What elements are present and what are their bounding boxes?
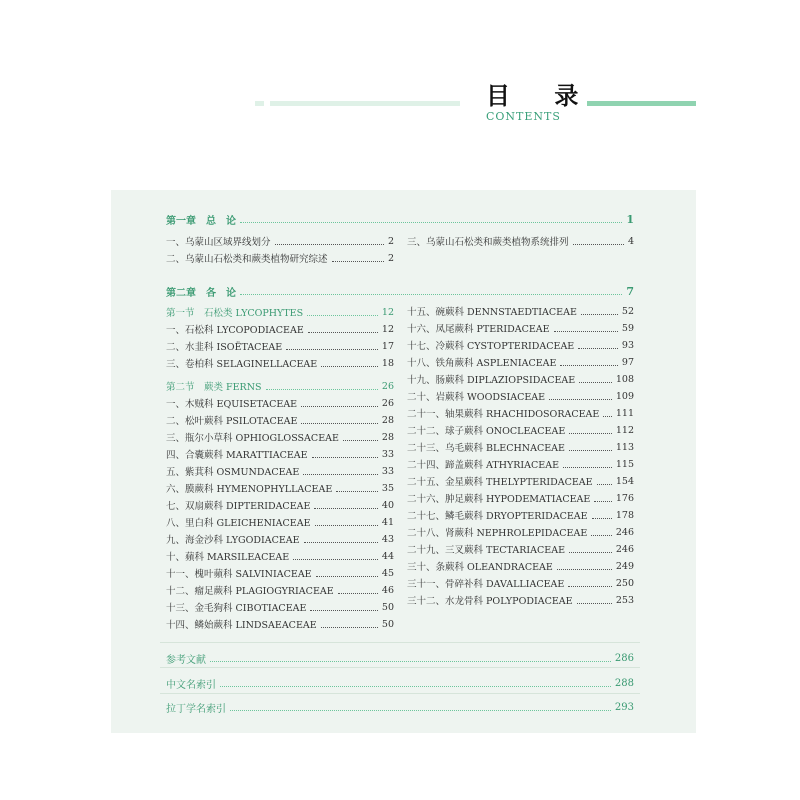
entry-label: 十九、肠蕨科 DIPLAZIOPSIDACEAE bbox=[407, 375, 576, 385]
toc-entry[interactable] bbox=[166, 482, 394, 494]
toc-entry[interactable] bbox=[166, 340, 394, 352]
toc-entry[interactable] bbox=[166, 550, 394, 562]
toc-entry[interactable] bbox=[407, 339, 634, 351]
section-page: 12 bbox=[381, 306, 394, 318]
toc-entry[interactable] bbox=[166, 357, 394, 369]
entry-page: 26 bbox=[381, 397, 394, 409]
toc-entry[interactable] bbox=[166, 414, 394, 426]
leader-dots bbox=[321, 627, 378, 628]
leader-dots bbox=[573, 244, 624, 245]
entry-label: 四、合囊蕨科 MARATTIACEAE bbox=[166, 450, 308, 460]
toc-entry[interactable] bbox=[407, 356, 634, 368]
leader-dots bbox=[315, 525, 378, 526]
toc-entry[interactable] bbox=[166, 397, 394, 409]
entry-page: 253 bbox=[615, 594, 634, 606]
toc-entry[interactable] bbox=[166, 252, 394, 264]
divider bbox=[160, 642, 640, 643]
toc-entry[interactable] bbox=[407, 322, 634, 334]
leader-dots bbox=[316, 576, 378, 577]
entry-label: 一、木贼科 EQUISETACEAE bbox=[166, 399, 298, 409]
toc-entry[interactable] bbox=[407, 509, 634, 521]
entry-page: 17 bbox=[381, 340, 394, 352]
chapter2-heading[interactable] bbox=[166, 284, 634, 298]
entry-page: 246 bbox=[615, 543, 634, 555]
entry-label: 六、膜蕨科 HYMENOPHYLLACEAE bbox=[166, 484, 333, 494]
entry-label: 三十二、水龙骨科 POLYPODIACEAE bbox=[407, 596, 573, 606]
entry-label: 二十三、乌毛蕨科 BLECHNACEAE bbox=[407, 443, 565, 453]
leader-dots bbox=[301, 406, 378, 407]
entry-page: 28 bbox=[381, 414, 394, 426]
toc-entry[interactable] bbox=[166, 431, 394, 443]
entry-page: 28 bbox=[381, 431, 394, 443]
toc-entry[interactable] bbox=[407, 594, 634, 606]
entry-page: 12 bbox=[381, 323, 394, 335]
entry-label: 二十六、肿足蕨科 HYPODEMATIACEAE bbox=[407, 494, 591, 504]
entry-page: 4 bbox=[627, 235, 634, 247]
leader-dots bbox=[591, 535, 612, 536]
leader-dots bbox=[338, 593, 378, 594]
toc-entry[interactable] bbox=[166, 533, 394, 545]
entry-label: 二、乌蒙山石松类和蕨类植物研究综述 bbox=[166, 254, 328, 264]
chapter2-title: 第二章 各 论 bbox=[166, 287, 236, 298]
entry-label: 二、松叶蕨科 PSILOTACEAE bbox=[166, 416, 298, 426]
entry-page: 50 bbox=[381, 601, 394, 613]
toc-entry[interactable] bbox=[407, 424, 634, 436]
leader-dots bbox=[312, 457, 378, 458]
entry-label: 三、乌蒙山石松类和蕨类植物系统排列 bbox=[407, 237, 569, 247]
leader-dots bbox=[569, 552, 612, 553]
entry-page: 93 bbox=[621, 339, 634, 351]
entry-page: 33 bbox=[381, 448, 394, 460]
entry-page: 286 bbox=[614, 652, 634, 664]
entry-page: 33 bbox=[381, 465, 394, 477]
divider bbox=[160, 693, 640, 694]
entry-page: 46 bbox=[381, 584, 394, 596]
leader-dots bbox=[343, 440, 378, 441]
leader-dots bbox=[569, 450, 612, 451]
entry-label: 二十、岩蕨科 WOODSIACEAE bbox=[407, 392, 546, 402]
entry-label: 二十一、轴果蕨科 RHACHIDOSORACEAE bbox=[407, 409, 600, 419]
leader-dots bbox=[597, 484, 612, 485]
entry-page: 113 bbox=[615, 441, 634, 453]
entry-label: 三十、条蕨科 OLEANDRACEAE bbox=[407, 562, 553, 572]
leader-dots bbox=[569, 433, 612, 434]
toc-entry[interactable] bbox=[407, 560, 634, 572]
entry-label: 十一、槐叶蘋科 SALVINIACEAE bbox=[166, 569, 312, 579]
leader-dots bbox=[549, 399, 612, 400]
entry-label: 二十八、肾蕨科 NEPHROLEPIDACEAE bbox=[407, 528, 588, 538]
entry-label: 十四、鳞始蕨科 LINDSAEACEAE bbox=[166, 620, 317, 630]
leader-dots bbox=[210, 661, 611, 662]
toc-entry[interactable] bbox=[407, 305, 634, 317]
leader-dots bbox=[310, 610, 377, 611]
section-label: 第一节 石松类 LYCOPHYTES bbox=[166, 308, 304, 318]
leader-dots bbox=[308, 332, 378, 333]
entry-label: 七、双扇蕨科 DIPTERIDACEAE bbox=[166, 501, 311, 511]
leader-dots bbox=[303, 474, 378, 475]
leader-dots bbox=[220, 686, 611, 687]
entry-label: 参考文献 bbox=[166, 654, 206, 665]
header-bar-left bbox=[270, 101, 460, 106]
leader-dots bbox=[301, 423, 377, 424]
entry-page: 2 bbox=[387, 252, 394, 264]
entry-page: 43 bbox=[381, 533, 394, 545]
leader-dots bbox=[304, 542, 378, 543]
entry-label: 十七、冷蕨科 CYSTOPTERIDACEAE bbox=[407, 341, 575, 351]
toc-entry[interactable] bbox=[407, 492, 634, 504]
entry-page: 44 bbox=[381, 550, 394, 562]
toc-entry[interactable] bbox=[166, 323, 394, 335]
entry-page: 18 bbox=[381, 357, 394, 369]
entry-label: 九、海金沙科 LYGODIACEAE bbox=[166, 535, 300, 545]
toc-entry[interactable] bbox=[166, 499, 394, 511]
toc-entry[interactable] bbox=[407, 235, 634, 247]
toc-entry[interactable] bbox=[407, 441, 634, 453]
leader-dots bbox=[563, 467, 612, 468]
entry-label: 三、瓶尔小草科 OPHIOGLOSSACEAE bbox=[166, 433, 339, 443]
entry-label: 拉丁学名索引 bbox=[166, 703, 226, 714]
entry-label: 中文名索引 bbox=[166, 679, 216, 690]
entry-label: 二十五、金星蕨科 THELYPTERIDACEAE bbox=[407, 477, 593, 487]
toc-entry[interactable] bbox=[166, 448, 394, 460]
header-bar-right bbox=[587, 101, 696, 106]
chinese-index-entry[interactable] bbox=[166, 676, 634, 690]
leader-dots bbox=[240, 222, 622, 223]
entry-label: 二、水韭科 ISOËTACEAE bbox=[166, 342, 283, 352]
entry-label: 三十一、骨碎补科 DAVALLIACEAE bbox=[407, 579, 565, 589]
section1-heading[interactable] bbox=[166, 306, 394, 318]
entry-label: 十、蘋科 MARSILEACEAE bbox=[166, 552, 290, 562]
entry-page: 35 bbox=[381, 482, 394, 494]
leader-dots bbox=[275, 244, 384, 245]
entry-page: 59 bbox=[621, 322, 634, 334]
toc-entry[interactable] bbox=[407, 543, 634, 555]
entry-page: 112 bbox=[615, 424, 634, 436]
entry-label: 一、乌蒙山区域界线划分 bbox=[166, 237, 271, 247]
entry-label: 十六、凤尾蕨科 PTERIDACEAE bbox=[407, 324, 550, 334]
leader-dots bbox=[240, 294, 622, 295]
entry-label: 八、里白科 GLEICHENIACEAE bbox=[166, 518, 311, 528]
entry-page: 41 bbox=[381, 516, 394, 528]
entry-page: 176 bbox=[615, 492, 634, 504]
latin-index-entry[interactable] bbox=[166, 700, 634, 714]
entry-label: 二十九、三叉蕨科 TECTARIACEAE bbox=[407, 545, 566, 555]
leader-dots bbox=[554, 331, 618, 332]
entry-label: 二十二、球子蕨科 ONOCLEACEAE bbox=[407, 426, 566, 436]
leader-dots bbox=[336, 491, 378, 492]
entry-page: 250 bbox=[615, 577, 634, 589]
leader-dots bbox=[321, 366, 378, 367]
leader-dots bbox=[314, 508, 377, 509]
entry-page: 45 bbox=[381, 567, 394, 579]
leader-dots bbox=[568, 586, 612, 587]
chapter2-page: 7 bbox=[626, 284, 634, 298]
entry-label: 十八、铁角蕨科 ASPLENIACEAE bbox=[407, 358, 557, 368]
entry-label: 十三、金毛狗科 CIBOTIACEAE bbox=[166, 603, 307, 613]
entry-label: 二十四、蹄盖蕨科 ATHYRIACEAE bbox=[407, 460, 560, 470]
leader-dots bbox=[293, 559, 378, 560]
section2-heading[interactable] bbox=[166, 380, 394, 392]
references-entry[interactable] bbox=[166, 651, 634, 665]
chapter1-heading[interactable] bbox=[166, 212, 634, 226]
entry-page: 2 bbox=[387, 235, 394, 247]
entry-label: 十二、瘤足蕨科 PLAGIOGYRIACEAE bbox=[166, 586, 334, 596]
page-title: 目 录 bbox=[486, 81, 597, 110]
leader-dots bbox=[577, 603, 612, 604]
leader-dots bbox=[560, 365, 617, 366]
toc-entry[interactable] bbox=[407, 373, 634, 385]
entry-label: 三、卷柏科 SELAGINELLACEAE bbox=[166, 359, 318, 369]
toc-entry[interactable] bbox=[166, 601, 394, 613]
leader-dots bbox=[579, 382, 612, 383]
leader-dots bbox=[581, 314, 618, 315]
entry-label: 一、石松科 LYCOPODIACEAE bbox=[166, 325, 304, 335]
toc-entry[interactable] bbox=[166, 618, 394, 630]
toc-entry[interactable] bbox=[407, 407, 634, 419]
entry-page: 97 bbox=[621, 356, 634, 368]
entry-page: 249 bbox=[615, 560, 634, 572]
toc-entry[interactable] bbox=[407, 526, 634, 538]
entry-page: 178 bbox=[615, 509, 634, 521]
toc-entry[interactable] bbox=[407, 458, 634, 470]
leader-dots bbox=[603, 416, 612, 417]
entry-page: 154 bbox=[615, 475, 634, 487]
entry-label: 十五、碗蕨科 DENNSTAEDTIACEAE bbox=[407, 307, 577, 317]
header-bar-left-light bbox=[255, 101, 264, 106]
leader-dots bbox=[230, 710, 611, 711]
leader-dots bbox=[332, 261, 384, 262]
leader-dots bbox=[557, 569, 612, 570]
divider bbox=[160, 667, 640, 668]
entry-page: 115 bbox=[615, 458, 634, 470]
entry-label: 二十七、鳞毛蕨科 DRYOPTERIDACEAE bbox=[407, 511, 588, 521]
entry-page: 288 bbox=[614, 677, 634, 689]
toc-entry[interactable] bbox=[166, 584, 394, 596]
chapter1-page: 1 bbox=[626, 212, 634, 226]
entry-page: 50 bbox=[381, 618, 394, 630]
toc-entry[interactable] bbox=[166, 567, 394, 579]
section-label: 第二节 蕨类 FERNS bbox=[166, 382, 262, 392]
leader-dots bbox=[286, 349, 378, 350]
leader-dots bbox=[307, 315, 378, 316]
entry-page: 111 bbox=[615, 407, 634, 419]
entry-page: 40 bbox=[381, 499, 394, 511]
leader-dots bbox=[266, 389, 378, 390]
entry-label: 五、紫萁科 OSMUNDACEAE bbox=[166, 467, 300, 477]
entry-page: 52 bbox=[621, 305, 634, 317]
toc-entry[interactable] bbox=[407, 475, 634, 487]
leader-dots bbox=[578, 348, 618, 349]
entry-page: 109 bbox=[615, 390, 634, 402]
toc-entry[interactable] bbox=[166, 516, 394, 528]
toc-entry[interactable] bbox=[166, 235, 394, 247]
entry-page: 293 bbox=[614, 701, 634, 713]
section-page: 26 bbox=[381, 380, 394, 392]
toc-entry[interactable] bbox=[166, 465, 394, 477]
toc-entry[interactable] bbox=[407, 577, 634, 589]
chapter1-title: 第一章 总 论 bbox=[166, 215, 236, 226]
toc-entry[interactable] bbox=[407, 390, 634, 402]
entry-page: 108 bbox=[615, 373, 634, 385]
leader-dots bbox=[594, 501, 612, 502]
page-subtitle: CONTENTS bbox=[486, 110, 561, 123]
leader-dots bbox=[592, 518, 612, 519]
entry-page: 246 bbox=[615, 526, 634, 538]
